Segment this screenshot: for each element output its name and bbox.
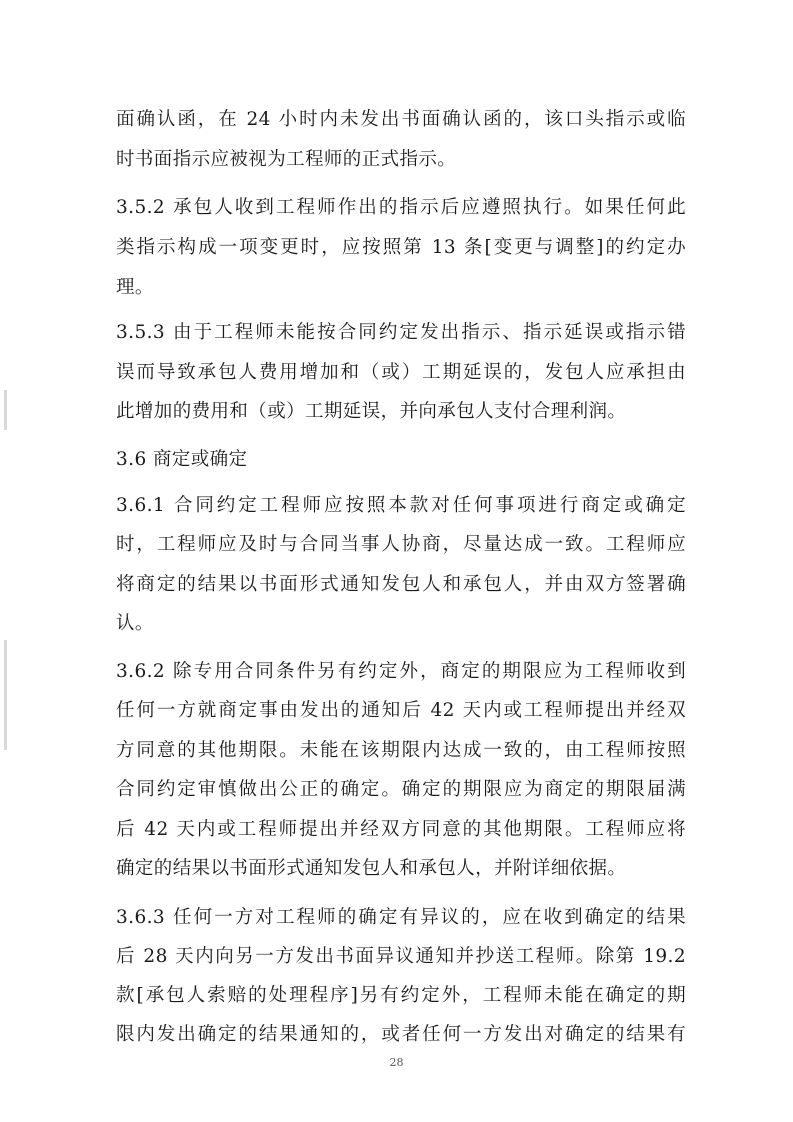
body-line: 此增加的费用和（或）工期延误，并向承包人支付合理利润。	[116, 401, 627, 422]
body-line: 方同意的其他期限。未能在该期限内达成一致的，由工程师按照	[116, 740, 686, 761]
body-line: 时书面指示应被视为工程师的正式指示。	[116, 149, 457, 170]
body-line: 合同约定审慎做出公正的确定。确定的期限应为商定的期限届满	[116, 779, 686, 800]
body-line: 限内发出确定的结果通知的，或者任何一方发出对确定的结果有	[116, 1024, 686, 1045]
scan-artifact	[4, 640, 7, 750]
scan-artifact	[4, 390, 7, 430]
page-number: 28	[389, 1056, 404, 1069]
body-line: 面确认函，在 24 小时内未发出书面确认函的，该口头指示或临	[116, 109, 686, 130]
body-line: 将商定的结果以书面形式通知发包人和承包人，并由双方签署确	[116, 574, 686, 595]
clause-3-6-2: 3.6.2 除专用合同条件另有约定外，商定的期限应为工程师收到	[116, 661, 686, 682]
body-line: 误而导致承包人费用增加和（或）工期延误的，发包人应承担由	[116, 362, 686, 383]
body-line: 确定的结果以书面形式通知发包人和承包人，并附详细依据。	[116, 858, 627, 879]
body-line: 时，工程师应及时与合同当事人协商，尽量达成一致。工程师应	[116, 534, 686, 555]
body-line: 认。	[116, 613, 154, 634]
body-line: 类指示构成一项变更时，应按照第 13 条[变更与调整]的约定办	[116, 237, 686, 258]
clause-3-5-3: 3.5.3 由于工程师未能按合同约定发出指示、指示延误或指示错	[116, 322, 686, 343]
body-line: 款[承包人索赔的处理程序]另有约定外，工程师未能在确定的期	[116, 985, 686, 1006]
body-line: 任何一方就商定事由发出的通知后 42 天内或工程师提出并经双	[116, 700, 686, 721]
body-line: 后 42 天内或工程师提出并经双方同意的其他期限。工程师应将	[116, 819, 686, 840]
section-heading-3-6: 3.6 商定或确定	[116, 449, 248, 470]
clause-3-5-2: 3.5.2 承包人收到工程师作出的指示后应遵照执行。如果任何此	[116, 197, 686, 218]
body-line: 理。	[116, 277, 154, 298]
clause-3-6-3: 3.6.3 任何一方对工程师的确定有异议的，应在收到确定的结果	[116, 907, 686, 928]
clause-3-6-1: 3.6.1 合同约定工程师应按照本款对任何事项进行商定或确定	[116, 495, 686, 516]
body-line: 后 28 天内向另一方发出书面异议通知并抄送工程师。除第 19.2	[116, 946, 686, 967]
